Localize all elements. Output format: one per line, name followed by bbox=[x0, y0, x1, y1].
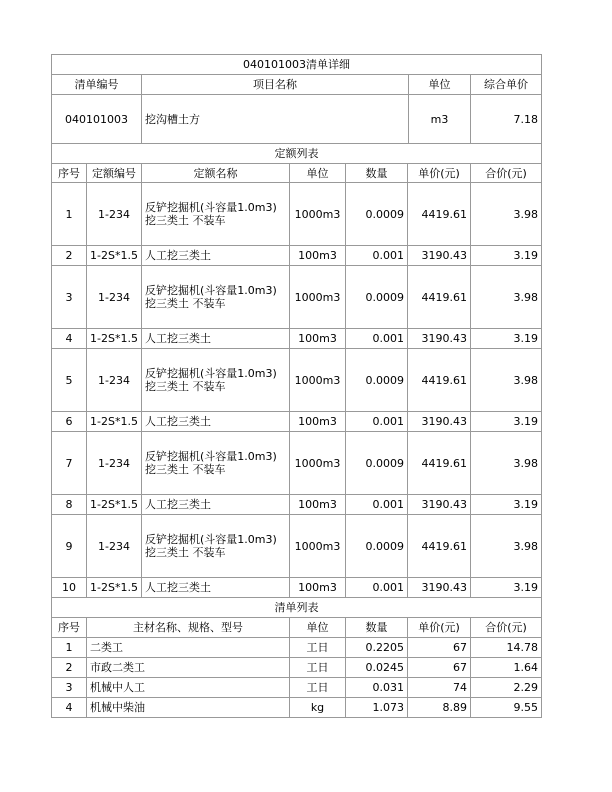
quota-no: 9 bbox=[52, 515, 87, 578]
quota-code: 1-234 bbox=[87, 515, 142, 578]
quota-name: 反铲挖掘机(斗容量1.0m3)挖三类土 不装车 bbox=[142, 515, 290, 578]
material-unit: kg bbox=[290, 698, 346, 718]
material-no: 2 bbox=[52, 658, 87, 678]
header-name: 项目名称 bbox=[142, 75, 409, 95]
quota-total: 3.98 bbox=[471, 349, 542, 412]
header-code: 清单编号 bbox=[52, 75, 142, 95]
quota-price: 3190.43 bbox=[408, 495, 471, 515]
material-table bbox=[51, 598, 542, 718]
quota-name: 人工挖三类土 bbox=[142, 412, 290, 432]
quota-total: 3.19 bbox=[471, 578, 542, 598]
quota-name: 反铲挖掘机(斗容量1.0m3)挖三类土 不装车 bbox=[142, 432, 290, 495]
material-name: 机械中人工 bbox=[87, 678, 290, 698]
quota-header-qty: 数量 bbox=[346, 164, 408, 183]
quota-unit: 1000m3 bbox=[290, 515, 346, 578]
material-total: 1.64 bbox=[471, 658, 542, 678]
list-header-no: 序号 bbox=[52, 618, 87, 638]
material-price: 74 bbox=[408, 678, 471, 698]
material-name: 二类工 bbox=[87, 638, 290, 658]
quota-no: 10 bbox=[52, 578, 87, 598]
quota-code: 1-234 bbox=[87, 266, 142, 329]
quota-qty: 0.0009 bbox=[346, 432, 408, 495]
quota-unit: 100m3 bbox=[290, 246, 346, 266]
quota-name: 反铲挖掘机(斗容量1.0m3)挖三类土 不装车 bbox=[142, 183, 290, 246]
material-total: 14.78 bbox=[471, 638, 542, 658]
item-table bbox=[51, 54, 542, 144]
quota-code: 1-234 bbox=[87, 432, 142, 495]
quota-price: 3190.43 bbox=[408, 412, 471, 432]
material-qty: 0.031 bbox=[346, 678, 408, 698]
quota-no: 6 bbox=[52, 412, 87, 432]
material-price: 67 bbox=[408, 638, 471, 658]
quota-row bbox=[52, 432, 542, 495]
quota-price: 4419.61 bbox=[408, 515, 471, 578]
quota-total: 3.19 bbox=[471, 246, 542, 266]
quota-unit: 1000m3 bbox=[290, 183, 346, 246]
quota-unit: 1000m3 bbox=[290, 266, 346, 329]
quota-name: 人工挖三类土 bbox=[142, 246, 290, 266]
quota-price: 4419.61 bbox=[408, 349, 471, 412]
quota-name: 人工挖三类土 bbox=[142, 578, 290, 598]
quota-qty: 0.001 bbox=[346, 246, 408, 266]
quota-row bbox=[52, 329, 542, 349]
quota-header-no: 序号 bbox=[52, 164, 87, 183]
quota-code: 1-2S*1.5 bbox=[87, 495, 142, 515]
quota-row bbox=[52, 578, 542, 598]
item-unit: m3 bbox=[409, 95, 471, 144]
quota-total: 3.98 bbox=[471, 432, 542, 495]
quota-qty: 0.001 bbox=[346, 329, 408, 349]
quota-price: 4419.61 bbox=[408, 432, 471, 495]
quota-qty: 0.0009 bbox=[346, 183, 408, 246]
sheet-title: 040101003清单详细 bbox=[52, 55, 542, 75]
list-header-qty: 数量 bbox=[346, 618, 408, 638]
quota-price: 4419.61 bbox=[408, 266, 471, 329]
quota-table bbox=[51, 144, 542, 598]
material-total: 9.55 bbox=[471, 698, 542, 718]
quota-unit: 100m3 bbox=[290, 329, 346, 349]
quota-header-price: 单价(元) bbox=[408, 164, 471, 183]
material-qty: 1.073 bbox=[346, 698, 408, 718]
quota-header-total: 合价(元) bbox=[471, 164, 542, 183]
quota-no: 8 bbox=[52, 495, 87, 515]
quota-unit: 1000m3 bbox=[290, 349, 346, 412]
quota-code: 1-2S*1.5 bbox=[87, 578, 142, 598]
material-price: 67 bbox=[408, 658, 471, 678]
list-header-name: 主材名称、规格、型号 bbox=[87, 618, 290, 638]
quota-row bbox=[52, 183, 542, 246]
material-name: 市政二类工 bbox=[87, 658, 290, 678]
quota-no: 5 bbox=[52, 349, 87, 412]
material-no: 1 bbox=[52, 638, 87, 658]
list-header-unit: 单位 bbox=[290, 618, 346, 638]
quota-unit: 1000m3 bbox=[290, 432, 346, 495]
quota-total: 3.98 bbox=[471, 183, 542, 246]
quota-qty: 0.001 bbox=[346, 495, 408, 515]
quota-no: 1 bbox=[52, 183, 87, 246]
quota-qty: 0.001 bbox=[346, 578, 408, 598]
quota-price: 3190.43 bbox=[408, 578, 471, 598]
quota-no: 4 bbox=[52, 329, 87, 349]
item-code: 040101003 bbox=[52, 95, 142, 144]
material-name: 机械中柴油 bbox=[87, 698, 290, 718]
quota-qty: 0.001 bbox=[346, 412, 408, 432]
quota-no: 2 bbox=[52, 246, 87, 266]
quota-no: 3 bbox=[52, 266, 87, 329]
material-row bbox=[52, 678, 542, 698]
list-header-total: 合价(元) bbox=[471, 618, 542, 638]
quota-no: 7 bbox=[52, 432, 87, 495]
quota-section-title: 定额列表 bbox=[52, 144, 542, 164]
quota-price: 3190.43 bbox=[408, 329, 471, 349]
material-unit: 工日 bbox=[290, 658, 346, 678]
quota-code: 1-2S*1.5 bbox=[87, 329, 142, 349]
quota-qty: 0.0009 bbox=[346, 349, 408, 412]
quota-price: 4419.61 bbox=[408, 183, 471, 246]
item-price: 7.18 bbox=[471, 95, 542, 144]
quota-code: 1-234 bbox=[87, 349, 142, 412]
header-price: 综合单价 bbox=[471, 75, 542, 95]
quota-code: 1-2S*1.5 bbox=[87, 246, 142, 266]
list-header-price: 单价(元) bbox=[408, 618, 471, 638]
material-row bbox=[52, 638, 542, 658]
quota-header-unit: 单位 bbox=[290, 164, 346, 183]
quota-total: 3.19 bbox=[471, 329, 542, 349]
material-row bbox=[52, 658, 542, 678]
material-price: 8.89 bbox=[408, 698, 471, 718]
quota-unit: 100m3 bbox=[290, 578, 346, 598]
quota-row bbox=[52, 349, 542, 412]
quota-price: 3190.43 bbox=[408, 246, 471, 266]
header-unit: 单位 bbox=[409, 75, 471, 95]
quota-total: 3.19 bbox=[471, 495, 542, 515]
quota-qty: 0.0009 bbox=[346, 266, 408, 329]
quota-total: 3.98 bbox=[471, 515, 542, 578]
quota-row bbox=[52, 515, 542, 578]
quota-code: 1-234 bbox=[87, 183, 142, 246]
material-unit: 工日 bbox=[290, 678, 346, 698]
material-total: 2.29 bbox=[471, 678, 542, 698]
list-section-title: 清单列表 bbox=[52, 598, 542, 618]
quota-header-name: 定额名称 bbox=[142, 164, 290, 183]
material-no: 3 bbox=[52, 678, 87, 698]
material-unit: 工日 bbox=[290, 638, 346, 658]
quota-unit: 100m3 bbox=[290, 495, 346, 515]
quota-code: 1-2S*1.5 bbox=[87, 412, 142, 432]
quota-row bbox=[52, 412, 542, 432]
quota-row bbox=[52, 246, 542, 266]
quota-name: 人工挖三类土 bbox=[142, 329, 290, 349]
quota-header-code: 定额编号 bbox=[87, 164, 142, 183]
quota-unit: 100m3 bbox=[290, 412, 346, 432]
quota-name: 人工挖三类土 bbox=[142, 495, 290, 515]
item-name: 挖沟槽土方 bbox=[142, 95, 409, 144]
quota-row bbox=[52, 495, 542, 515]
material-qty: 0.0245 bbox=[346, 658, 408, 678]
detail-sheet bbox=[51, 54, 541, 718]
material-qty: 0.2205 bbox=[346, 638, 408, 658]
quota-row bbox=[52, 266, 542, 329]
material-no: 4 bbox=[52, 698, 87, 718]
material-row bbox=[52, 698, 542, 718]
quota-total: 3.98 bbox=[471, 266, 542, 329]
quota-total: 3.19 bbox=[471, 412, 542, 432]
quota-name: 反铲挖掘机(斗容量1.0m3)挖三类土 不装车 bbox=[142, 349, 290, 412]
quota-qty: 0.0009 bbox=[346, 515, 408, 578]
quota-name: 反铲挖掘机(斗容量1.0m3)挖三类土 不装车 bbox=[142, 266, 290, 329]
